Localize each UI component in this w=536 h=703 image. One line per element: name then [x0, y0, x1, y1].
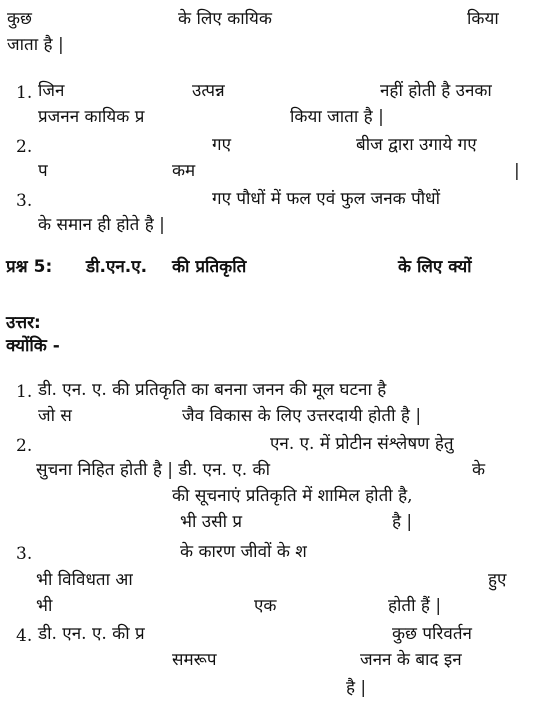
- list1-item-2-e: |: [514, 161, 520, 181]
- question-label: प्रश्न 5:: [6, 257, 53, 277]
- list2-item-4-b: कुछ परिवर्तन: [392, 624, 472, 644]
- list2-item-4-e: है |: [346, 678, 367, 698]
- list1-item-1-a: जिन: [38, 81, 65, 101]
- list2-item-3-a: के कारण जीवों के श: [180, 542, 307, 562]
- list2-item-4-num: 4.: [16, 626, 33, 646]
- list2-item-1-a: डी. एन. ए. की प्रतिकृति का बनना जनन की मूल घटना है: [38, 380, 387, 400]
- intro-text-2: जाता है |: [7, 35, 64, 55]
- list2-item-2-f: है |: [392, 512, 413, 532]
- list1-item-1-d: प्रजनन कायिक प्र: [38, 107, 145, 127]
- list2-item-1-c: जैव विकास के लिए उत्तरदायी होती है |: [182, 406, 422, 426]
- list2-item-3-c: हुए: [488, 570, 507, 590]
- list2-item-2-e: भी उसी प्र: [180, 512, 243, 532]
- list2-item-2-a: एन. ए. में प्रोटीन संश्लेषण हेतु: [270, 434, 454, 454]
- intro-text-1c: किया: [467, 9, 499, 29]
- list2-item-2-c: के: [472, 460, 486, 480]
- list2-item-4-d: जनन के बाद इन: [360, 650, 462, 670]
- list2-item-4-a: डी. एन. ए. की प्र: [38, 624, 145, 644]
- list2-item-3-num: 3.: [16, 544, 33, 564]
- list1-item-1-num: 1.: [16, 83, 33, 103]
- list1-item-2-num: 2.: [16, 137, 33, 157]
- answer-sub: क्योंकि -: [6, 336, 60, 356]
- answer-label: उत्तर:: [6, 313, 41, 333]
- intro-text-1a: कुछ: [7, 9, 32, 29]
- list2-item-2-b: सुचना निहित होती है | डी. एन. ए. की: [36, 460, 270, 480]
- question-text-c: के लिए क्यों: [398, 257, 472, 277]
- list1-item-1-b: उत्पन्न: [192, 81, 225, 101]
- question-text-b: की प्रतिकृति: [172, 257, 247, 277]
- list2-item-3-e: एक: [254, 596, 277, 616]
- list1-item-2-a: गए: [212, 135, 231, 155]
- list2-item-1-num: 1.: [16, 382, 33, 402]
- question-text-a: डी.एन.ए.: [86, 257, 148, 277]
- list2-item-4-c: समरूप: [172, 650, 217, 670]
- list1-item-2-d: कम: [172, 161, 196, 181]
- list2-item-2-d: की सूचनाएं प्रतिकृति में शामिल होती है,: [172, 486, 413, 506]
- list2-item-3-d: भी: [36, 596, 53, 616]
- list1-item-3-num: 3.: [16, 191, 33, 211]
- list2-item-2-num: 2.: [16, 436, 33, 456]
- list1-item-2-c: प: [38, 161, 48, 181]
- list1-item-3-a: गए पौधों में फल एवं फुल जनक पौधों: [212, 189, 441, 209]
- list2-item-3-b: भी विविधता आ: [36, 570, 133, 590]
- list1-item-2-b: बीज द्वारा उगाये गए: [356, 135, 477, 155]
- list2-item-3-f: होती हैं |: [388, 596, 442, 616]
- list1-item-3-b: के समान ही होते है |: [38, 215, 165, 235]
- list1-item-1-e: किया जाता है |: [290, 107, 384, 127]
- intro-text-1b: के लिए कायिक: [178, 9, 272, 29]
- list1-item-1-c: नहीं होती है उनका: [380, 81, 492, 101]
- list2-item-1-b: जो स: [38, 406, 72, 426]
